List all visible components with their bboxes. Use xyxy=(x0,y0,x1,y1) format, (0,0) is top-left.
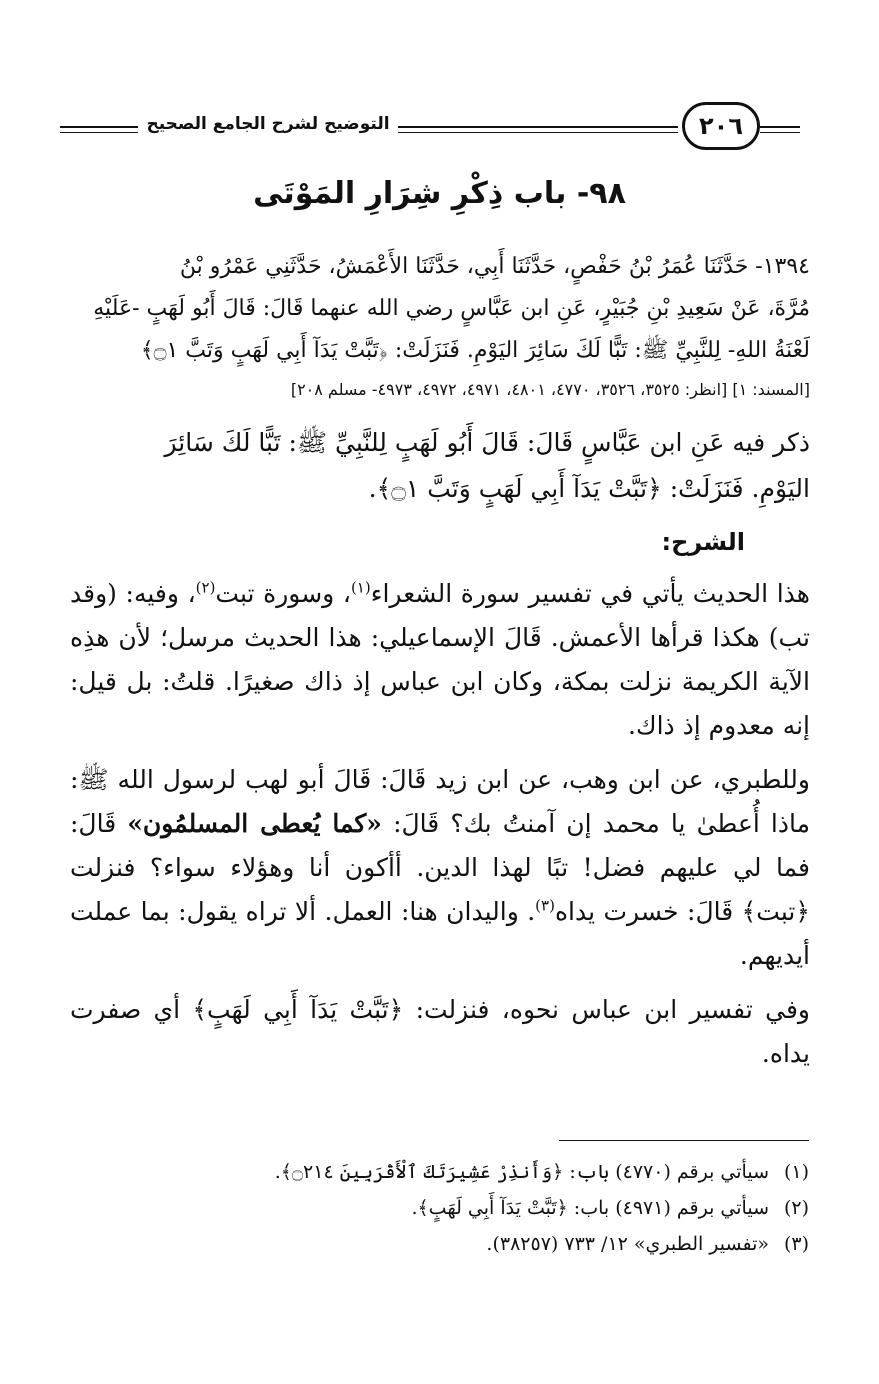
paragraph-text: ، وسورة تبت xyxy=(215,579,351,608)
page-number: ٢٠٦ xyxy=(699,112,743,140)
commentary-paragraph: وفي تفسير ابن عباس نحوه، فنزلت: ﴿تَبَّتْ يَدَآ أَبِي لَهَبٍ﴾ أي صفرت يداه. xyxy=(70,995,810,1068)
hadith-line: مُرَّةَ، عَنْ سَعِيدِ بْنِ جُبَيْرٍ، عَنِ ابن عَبَّاسٍ رضي الله عنهما قَالَ: قَالَ أَبُو لَهَبٍ -عَلَيْهِ xyxy=(93,296,810,321)
footnote-text: سيأتي برقم (٤٩٧١) باب: ﴿تَبَّتْ يَدَآ أَبِي لَهَبٍ﴾. xyxy=(411,1197,769,1219)
footnote xyxy=(209,1226,809,1262)
chapter-heading: ٩٨- باب ذِكْرِ شِرَارِ المَوْتَى xyxy=(253,176,626,211)
footnote-separator xyxy=(559,1140,809,1141)
intro-text xyxy=(70,420,810,512)
footnote-marker: (١) xyxy=(783,1161,809,1183)
footnote-ref: (٢) xyxy=(195,578,216,597)
footnote-ref: (١) xyxy=(350,578,371,597)
running-title: التوضيح لشرح الجامع الصحيح xyxy=(146,114,390,134)
paragraph-text: . واليدان هنا: العمل. ألا تراه يقول: بما عملت أيديهم. xyxy=(70,897,810,970)
footnote-text: «تفسير الطبري» ١٢/ ٧٣٣ (٣٨٢٥٧). xyxy=(486,1233,769,1255)
hadith-line: لَعْنَةُ اللهِ- لِلنَّبِيِّ ﷺ: تَبًّا لَكَ سَائِرَ اليَوْمِ. فَنَزَلَتْ: ﴿تَبَّتْ يَدَآ أَبِي لَهَبٍ وَتَبَّ ۝١﴾ xyxy=(140,338,810,363)
header-rule xyxy=(60,126,138,128)
paragraph-text: وللطبري، عن ابن وهب، عن ابن زيد قَالَ: قَالَ أبو لهب لرسول الله ﷺ: ماذا أُعطىٰ يا محمد إن آمنتُ بك؟ قَالَ: xyxy=(70,765,811,838)
header-rule xyxy=(760,132,800,133)
paragraph-text: ، وفيه: (وقد تب) هكذا قرأها الأعمش. قَالَ الإسماعيلي: هذا الحديث مرسل؛ لأن هذِه الآية الكريمة نزلت بمكة، وكان ابن عباس إذ ذاك صغيرًا. قلتُ: بل قيل: إنه معدوم إذ ذاك. xyxy=(70,579,810,740)
intro-line: اليَوْمِ. فَنَزَلَتْ: ﴿تَبَّتْ يَدَآ أَبِي لَهَبٍ وَتَبَّ ۝١﴾. xyxy=(368,474,810,503)
commentary-body xyxy=(70,572,810,1086)
footnotes xyxy=(209,1154,809,1262)
header-rule xyxy=(398,126,678,128)
footnote-text: سيأتي برقم (٤٧٧٠) باب: ﴿وَأَنذِرْ عَشِيرَتَكَ ٱلْأَقْرَبِينَ ۝٢١٤﴾. xyxy=(274,1161,769,1183)
header-rule xyxy=(398,132,678,133)
hadith-text xyxy=(70,246,810,372)
running-header xyxy=(60,98,800,158)
commentary-paragraph xyxy=(70,758,810,978)
footnote-marker: (٢) xyxy=(783,1197,809,1219)
footnote xyxy=(209,1154,809,1190)
header-rule xyxy=(760,126,800,128)
footnote-marker: (٣) xyxy=(783,1233,809,1255)
page-number-frame xyxy=(682,102,760,150)
commentary-paragraph xyxy=(70,572,810,748)
hadith-references: [المسند: ١] [انظر: ٣٥٢٥، ٣٥٢٦، ٤٧٧٠، ٤٨٠١، ٤٩٧١، ٤٩٧٢، ٤٩٧٣- مسلم ٢٠٨] xyxy=(290,380,810,399)
intro-line: ذكر فيه عَنِ ابن عَبَّاسٍ قَالَ: قَالَ أَبُو لَهَبٍ لِلنَّبِيِّ ﷺ: تَبًّا لَكَ سَائِرَ xyxy=(164,428,810,457)
footnote xyxy=(209,1190,809,1226)
commentary-heading: الشرح: xyxy=(661,528,745,556)
footnote-ref: (٣) xyxy=(535,896,555,915)
hadith-line: ١٣٩٤- حَدَّثَنَا عُمَرُ بْنُ حَفْصٍ، حَدَّثَنَا أَبِي، حَدَّثَنَا الأَعْمَشُ، حَدَّثَنِي عَمْرُو بْنُ xyxy=(179,254,810,279)
bold-quote: «كما يُعطى المسلمُون» xyxy=(127,809,382,838)
paragraph-text: قَالَ: فما لي عليهم فضل! تبًا لهذا الدين. أأكون أنا وهؤلاء سواء؟ فنزلت ﴿تبت﴾ قَالَ: خسرت يداه xyxy=(70,809,810,926)
header-rule xyxy=(60,132,138,133)
paragraph-text: هذا الحديث يأتي في تفسير سورة الشعراء xyxy=(370,579,810,608)
